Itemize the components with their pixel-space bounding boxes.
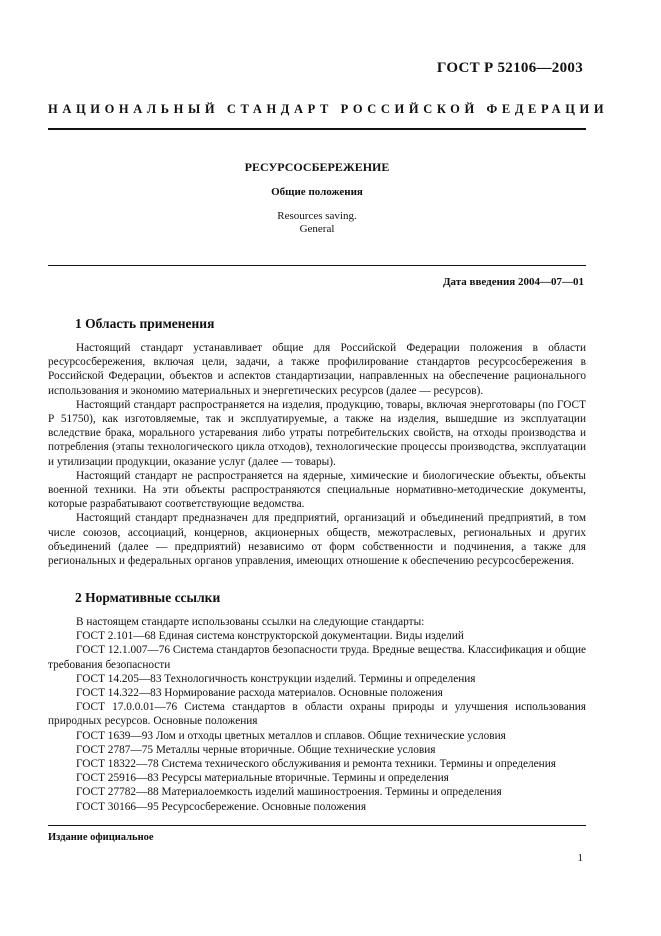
reference-item: ГОСТ 2787—75 Металлы черные вторичные. Общие технические условия	[76, 743, 436, 756]
english-title	[48, 210, 586, 236]
paragraph: Настоящий стандарт распространяется на изделия, продукцию, товары, включая энерготовары (по ГОСТ Р 51750), как изготовляемые, так и эксплуатируемые, а также на изделия, вышедшие из эксплуатации вследствие брака, морального устаревания либо утраты потребительских свойств, на отходы производства и потребления (этапы технологического цикла отходов), технологические процессы производства, эксплуатации и утилизации продукции, оказание услуг (далее — товары).	[48, 398, 586, 468]
middle-divider	[48, 265, 586, 266]
paragraph: Настоящий стандарт устанавливает общие для Российской Федерации положения в области ресурсосбережения, включая цели, задачи, а также профилирование стандартов ресурсосбережения в Российской Федерации, объектов и аспектов стандартизации, направленных на обеспечение рационального использования и экономию материальных и энергетических ресурсов (далее — ресурсов).	[48, 342, 586, 397]
reference-item: ГОСТ 1639—93 Лом и отходы цветных металлов и сплавов. Общие технические условия	[76, 729, 506, 742]
paragraph: Настоящий стандарт предназначен для предприятий, организаций и объединений предприятий, в том числе союзов, ассоциаций, концернов, акционерных обществ, межотраслевых, региональных и других объединений (далее — предприятий) независимо от форм собственности и подчинения, а также для региональных и федеральных органов управления, имеющих отношение к обеспечению ресурсосбережения.	[48, 512, 586, 568]
english-title-line1: Resources saving.	[277, 210, 357, 222]
section-2-references	[48, 615, 586, 814]
reference-item: ГОСТ 14.322—83 Нормирование расхода материалов. Основные положения	[76, 687, 443, 700]
reference-item: ГОСТ 17.0.0.01—76 Система стандартов в области охраны природы и улучшения использования природных ресурсов. Основные положения	[48, 701, 586, 728]
section-1-text	[48, 341, 586, 568]
edition-label: Издание официальное	[48, 832, 154, 843]
top-divider	[48, 128, 586, 130]
paragraph: Настоящий стандарт не распространяется на ядерные, химические и биологические объекты, объекты военной техники. На эти объекты распространяются специальные нормативно-методические документы, которые разрабатывают соответствующие ведомства.	[48, 469, 586, 511]
reference-item: ГОСТ 30166—95 Ресурсосбережение. Основные положения	[76, 800, 367, 813]
national-standard-title: НАЦИОНАЛЬНЫЙ СТАНДАРТ РОССИЙСКОЙ ФЕДЕРАЦИИ	[48, 102, 609, 116]
reference-item: ГОСТ 2.101—68 Единая система конструкторской документации. Виды изделий	[76, 630, 464, 643]
subtitle: Общие положения	[271, 186, 363, 198]
reference-item: ГОСТ 25916—83 Ресурсы материальные вторичные. Термины и определения	[76, 772, 449, 785]
page-number: 1	[577, 852, 583, 864]
main-title: РЕСУРСОСБЕРЕЖЕНИЕ	[244, 160, 390, 174]
reference-item: ГОСТ 12.1.007—76 Система стандартов безопасности труда. Вредные вещества. Классификация и общие требования безопасности	[48, 644, 586, 671]
reference-item: ГОСТ 14.205—83 Технологичность конструкции изделий. Термины и определения	[76, 672, 476, 685]
english-title-line2: General	[299, 223, 335, 235]
bottom-divider	[48, 825, 586, 826]
introduction-date: Дата введения 2004—07—01	[442, 276, 584, 288]
section-1-heading: 1 Область применения	[75, 316, 215, 331]
references-intro: В настоящем стандарте использованы ссылки на следующие стандарты:	[76, 616, 425, 628]
reference-item: ГОСТ 18322—78 Система технического обслуживания и ремонта техники. Термины и определения	[76, 758, 556, 771]
document-number: ГОСТ Р 52106—2003	[436, 60, 583, 76]
section-2-heading: 2 Нормативные ссылки	[75, 590, 221, 605]
reference-item: ГОСТ 27782—88 Материалоемкость изделий машиностроения. Термины и определения	[76, 786, 502, 799]
